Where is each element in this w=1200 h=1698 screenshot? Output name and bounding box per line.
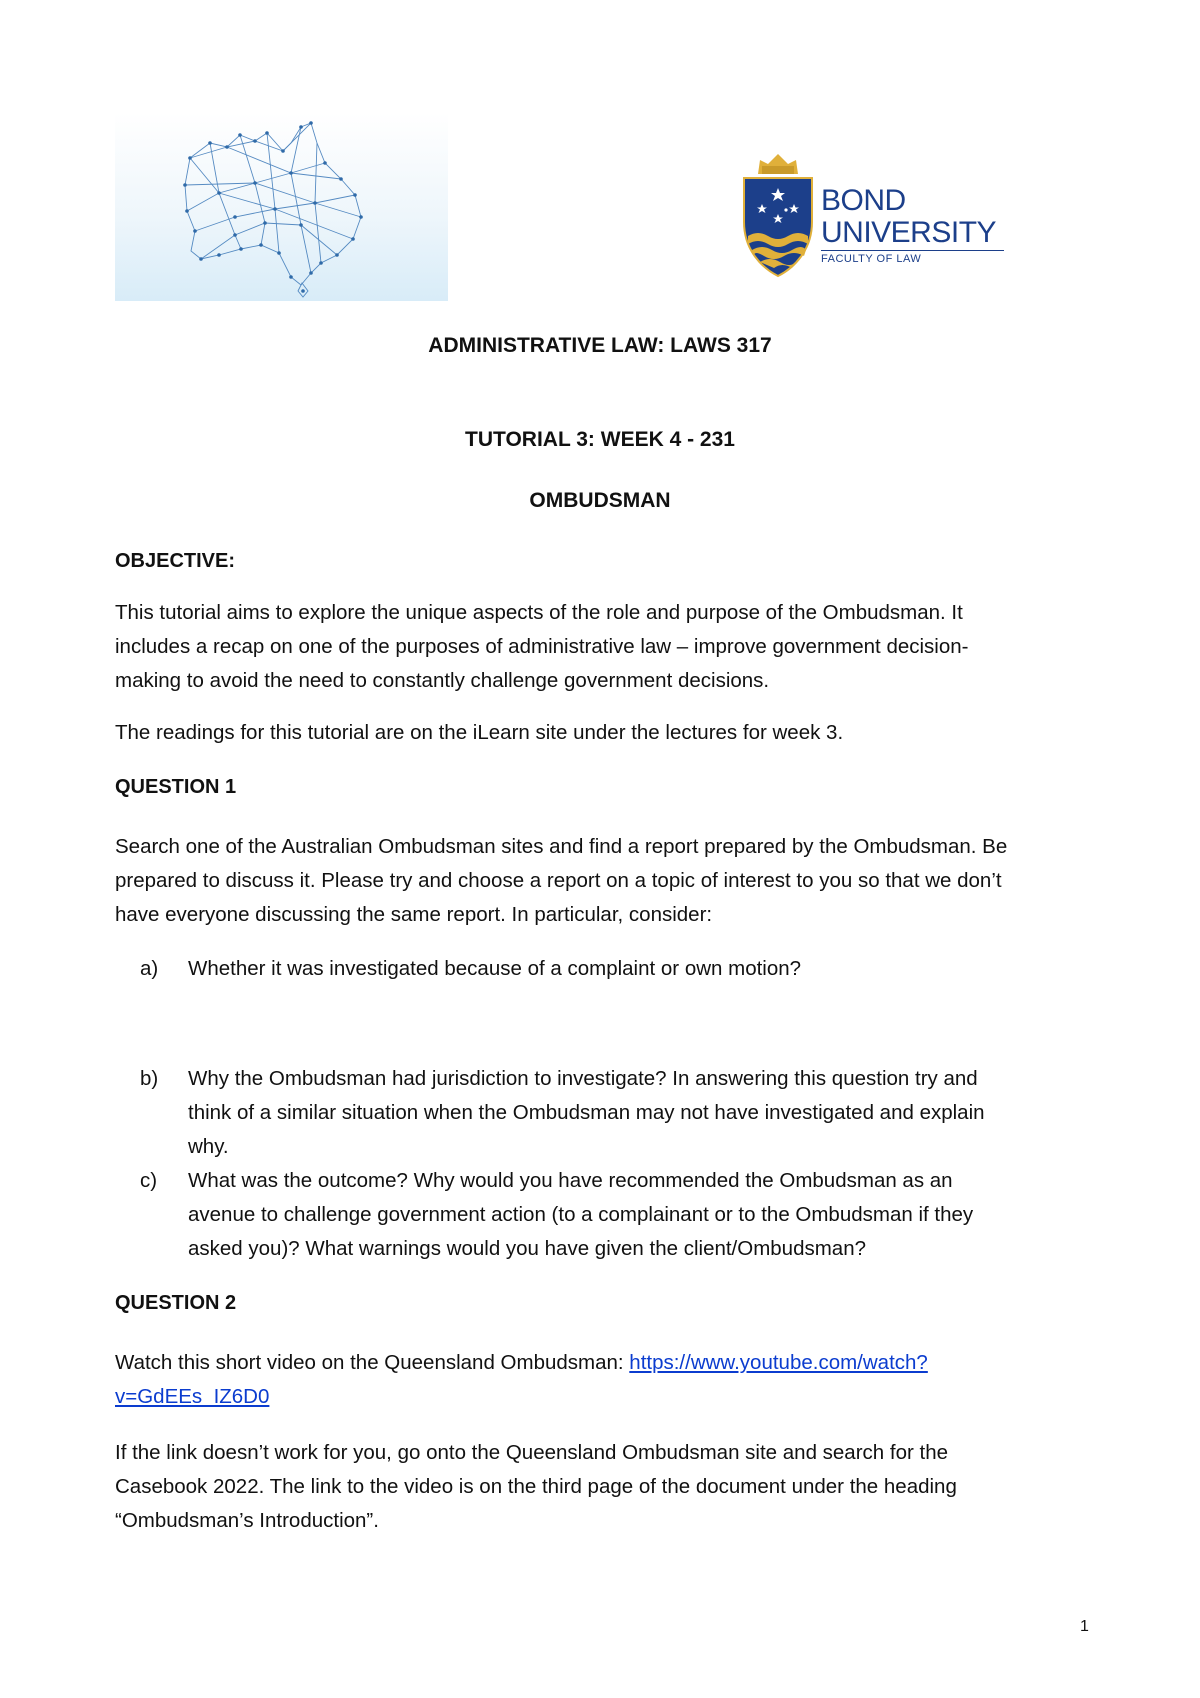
list-item-line: Why the Ombudsman had jurisdiction to investigate? In answering this question try and xyxy=(188,1067,978,1090)
bond-wordmark-line1: BOND xyxy=(821,184,906,217)
bond-wordmark-line2: UNIVERSITY xyxy=(821,216,997,249)
question1-line-3: have everyone discussing the same report. In particular, consider: xyxy=(115,903,713,926)
question2-line-2: Casebook 2022. The link to the video is on the third page of the document under the heading xyxy=(115,1475,957,1498)
list-item-line: Whether it was investigated because of a complaint or own motion? xyxy=(188,957,802,980)
question2-intro: Watch this short video on the Queensland Ombudsman: xyxy=(115,1351,630,1374)
course-title: ADMINISTRATIVE LAW: LAWS 317 xyxy=(428,334,772,357)
question2-fallback-paragraph xyxy=(115,1436,1100,1538)
list-item-text xyxy=(188,952,1093,986)
list-item-line: avenue to challenge government action (to a complainant or to the Ombudsman if they xyxy=(188,1203,974,1226)
question2-line-3: “Ombudsman’s Introduction”. xyxy=(115,1509,379,1532)
question2-heading: QUESTION 2 xyxy=(115,1292,237,1314)
topic-title: OMBUDSMAN xyxy=(529,489,671,512)
page-number: 1 xyxy=(1080,1618,1089,1635)
bond-crest-icon xyxy=(738,152,818,282)
list-item-line: think of a similar situation when the Ombudsman may not have investigated and explain xyxy=(188,1101,985,1124)
youtube-video-link-continued[interactable]: v=GdEEs_IZ6D0 xyxy=(115,1385,270,1408)
objective-line-3: making to avoid the need to constantly challenge government decisions. xyxy=(115,669,770,692)
objective-line-1: This tutorial aims to explore the unique aspects of the role and purpose of the Ombudsman. It xyxy=(115,601,963,624)
list-item-line: why. xyxy=(188,1135,229,1158)
question1-line-2: prepared to discuss it. Please try and choose a report on a topic of interest to you so that we don’t xyxy=(115,869,1002,892)
tutorial-title: TUTORIAL 3: WEEK 4 - 231 xyxy=(465,428,735,451)
list-marker: a) xyxy=(140,957,159,980)
youtube-video-link[interactable]: https://www.youtube.com/watch? xyxy=(629,1351,928,1374)
objective-line-2: includes a recap on one of the purposes of administrative law – improve government decision- xyxy=(115,635,969,658)
list-marker: c) xyxy=(140,1169,158,1192)
australia-map-icon xyxy=(115,113,448,301)
list-marker: b) xyxy=(140,1067,159,1090)
bond-wordmark xyxy=(821,186,996,248)
bond-divider xyxy=(821,250,1004,251)
objective-paragraph xyxy=(115,596,1100,698)
bond-faculty-label: FACULTY OF LAW xyxy=(821,253,922,265)
list-item-text xyxy=(188,1164,1093,1266)
list-item-text xyxy=(188,1062,1093,1164)
question2-video-paragraph xyxy=(115,1346,1100,1414)
objective-heading: OBJECTIVE: xyxy=(115,550,236,572)
question2-line-1: If the link doesn’t work for you, go onto the Queensland Ombudsman site and search for the xyxy=(115,1441,949,1464)
list-item-line: What was the outcome? Why would you have recommended the Ombudsman as an xyxy=(188,1169,953,1192)
list-item-line: asked you)? What warnings would you have given the client/Ombudsman? xyxy=(188,1237,867,1260)
australia-network-logo xyxy=(115,113,448,301)
question1-paragraph xyxy=(115,830,1100,932)
question1-heading: QUESTION 1 xyxy=(115,776,237,798)
question1-line-1: Search one of the Australian Ombudsman sites and find a report prepared by the Ombudsman. Be xyxy=(115,835,1008,858)
readings-paragraph: The readings for this tutorial are on the iLearn site under the lectures for week 3. xyxy=(115,721,844,744)
bond-university-logo xyxy=(738,152,1008,282)
